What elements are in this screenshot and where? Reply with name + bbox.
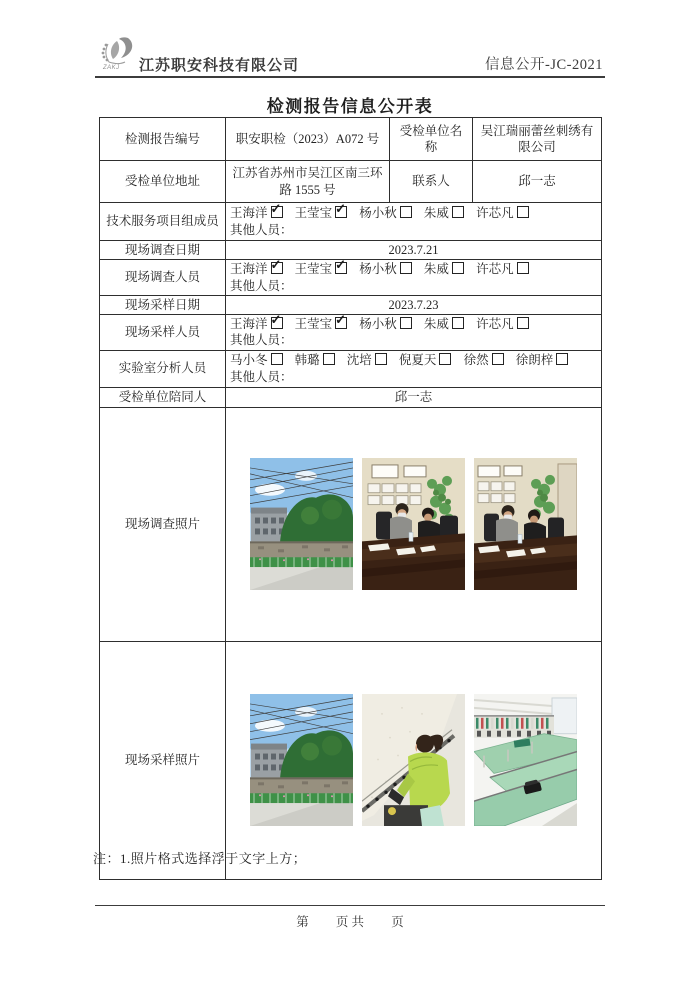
member-name: 王海洋 <box>230 262 268 277</box>
sample-photos-cell <box>226 641 602 879</box>
member-item <box>424 206 464 220</box>
member-item <box>294 202 348 221</box>
member-name: 杨小秋 <box>359 206 397 221</box>
member-item <box>294 314 348 331</box>
unit-address-label: 受检单位地址 <box>100 161 226 203</box>
member-item <box>359 317 412 331</box>
member-name: 杨小秋 <box>359 262 397 277</box>
member-name: 朱威 <box>423 206 449 221</box>
sample-date-value: 2023.7.23 <box>226 295 602 314</box>
checkbox-icon: ✓ <box>335 202 347 217</box>
table-row <box>100 118 602 161</box>
member-name: 朱威 <box>423 317 449 331</box>
member-item <box>476 206 529 220</box>
company-logo-icon <box>95 36 137 74</box>
member-item <box>424 317 464 331</box>
photo-workshop-tables <box>474 694 577 826</box>
member-name: 王海洋 <box>230 317 268 331</box>
survey-date-label: 现场调查日期 <box>100 241 226 260</box>
photo-factory-exterior <box>250 694 353 826</box>
page-footer <box>95 905 605 930</box>
member-item <box>359 206 412 220</box>
sample-photos-label: 现场采样照片 <box>100 641 226 879</box>
member-name: 沈培 <box>346 353 372 368</box>
member-item <box>347 353 387 367</box>
page-header <box>95 36 605 78</box>
unit-address-value: 江苏省苏州市吴江区南三环路 1555 号 <box>226 161 390 203</box>
table-row <box>100 641 602 879</box>
checkbox-icon <box>400 206 412 218</box>
checkbox-icon: ✓ <box>335 259 347 273</box>
checkbox-icon <box>452 317 464 329</box>
table-row <box>100 203 602 241</box>
checkbox-icon <box>323 353 335 365</box>
table-row <box>100 407 602 641</box>
other-members-label: 其他人员： <box>230 333 293 348</box>
table-row <box>100 387 602 407</box>
member-name: 徐然 <box>463 353 489 368</box>
member-item <box>230 259 283 277</box>
member-item <box>295 353 335 367</box>
member-name: 徐朗梓 <box>515 353 554 368</box>
member-item <box>399 353 452 367</box>
checkbox-icon <box>400 317 412 329</box>
checkbox-icon <box>517 206 529 218</box>
checkbox-icon <box>439 353 451 365</box>
report-info-table <box>99 117 602 880</box>
photo-factory-exterior <box>250 458 353 590</box>
logo-text: ZAKJ <box>103 65 120 71</box>
member-name: 杨小秋 <box>359 317 397 331</box>
contact-label: 联系人 <box>390 161 473 203</box>
member-name: 许芯凡 <box>476 262 514 277</box>
table-row <box>100 260 602 296</box>
sample-staff-members <box>226 315 602 351</box>
member-name: 马小冬 <box>230 353 268 368</box>
checkbox-icon <box>400 262 412 274</box>
table-row <box>100 161 602 203</box>
checkbox-icon <box>452 262 464 274</box>
checkbox-icon: ✓ <box>270 259 282 273</box>
company-name: 江苏职安科技有限公司 <box>139 58 300 74</box>
document-code: 信息公开-JC-2021 <box>485 56 603 73</box>
checkbox-icon: ✓ <box>270 314 282 327</box>
member-item <box>230 353 283 367</box>
sample-staff-label: 现场采样人员 <box>100 315 226 351</box>
table-row <box>100 315 602 351</box>
member-name: 许芯凡 <box>476 206 514 221</box>
report-number-value: 职安职检（2023）A072 号 <box>226 118 390 161</box>
member-item <box>476 262 529 276</box>
footnote: 注：1.照片格式选择浮于文字上方； <box>93 851 307 866</box>
checkbox-icon <box>517 262 529 274</box>
member-name: 倪夏天 <box>398 353 437 368</box>
checkbox-icon <box>375 353 387 365</box>
member-item <box>230 314 283 331</box>
member-name: 王海洋 <box>230 206 268 221</box>
contact-value: 邱一志 <box>473 161 602 203</box>
photo-embroidery-operator <box>362 694 465 826</box>
footer-page-text: 第 <box>296 915 309 929</box>
photo-office-meeting-a <box>362 458 465 590</box>
lab-staff-label: 实验室分析人员 <box>100 350 226 387</box>
photo-office-meeting-b <box>474 458 577 590</box>
unit-name-label: 受检单位名称 <box>390 118 473 161</box>
member-name: 王莹宝 <box>294 317 333 331</box>
other-members-label: 其他人员： <box>230 369 293 384</box>
checkbox-icon <box>452 206 464 218</box>
footer-page-text: 页 共 <box>335 915 365 929</box>
table-row <box>100 241 602 260</box>
member-item <box>424 262 464 276</box>
checkbox-icon: ✓ <box>335 314 347 327</box>
table-row <box>100 295 602 314</box>
table-row <box>100 350 602 387</box>
member-name: 韩璐 <box>294 353 320 368</box>
escort-value: 邱一志 <box>226 387 602 407</box>
member-name: 王莹宝 <box>294 206 333 221</box>
sample-date-label: 现场采样日期 <box>100 295 226 314</box>
member-item <box>516 353 569 367</box>
member-name: 许芯凡 <box>476 317 514 331</box>
page-title: 检测报告信息公开表 <box>266 97 434 116</box>
member-item <box>359 262 412 276</box>
member-name: 王莹宝 <box>294 262 333 277</box>
checkbox-icon <box>556 353 568 365</box>
survey-staff-label: 现场调查人员 <box>100 260 226 296</box>
checkbox-icon <box>492 353 504 365</box>
member-item <box>230 202 283 221</box>
other-members-label: 其他人员： <box>230 278 293 293</box>
member-item <box>294 259 348 277</box>
survey-staff-members <box>226 260 602 296</box>
member-item <box>476 317 529 331</box>
member-item <box>464 353 504 367</box>
other-members-label: 其他人员： <box>230 222 293 237</box>
member-name: 朱威 <box>423 262 449 277</box>
survey-date-value: 2023.7.21 <box>226 241 602 260</box>
checkbox-icon: ✓ <box>270 202 282 217</box>
survey-photos-label: 现场调查照片 <box>100 407 226 641</box>
tech-team-members <box>226 203 602 241</box>
checkbox-icon <box>271 353 283 365</box>
report-number-label: 检测报告编号 <box>100 118 226 161</box>
lab-staff-members <box>226 350 602 387</box>
unit-name-value: 吴江瑞丽蕾丝刺绣有限公司 <box>473 118 602 161</box>
checkbox-icon <box>517 317 529 329</box>
survey-photos-cell <box>226 407 602 641</box>
tech-team-label: 技术服务项目组成员 <box>100 203 226 241</box>
footer-page-text: 页 <box>391 915 404 929</box>
escort-label: 受检单位陪同人 <box>100 387 226 407</box>
